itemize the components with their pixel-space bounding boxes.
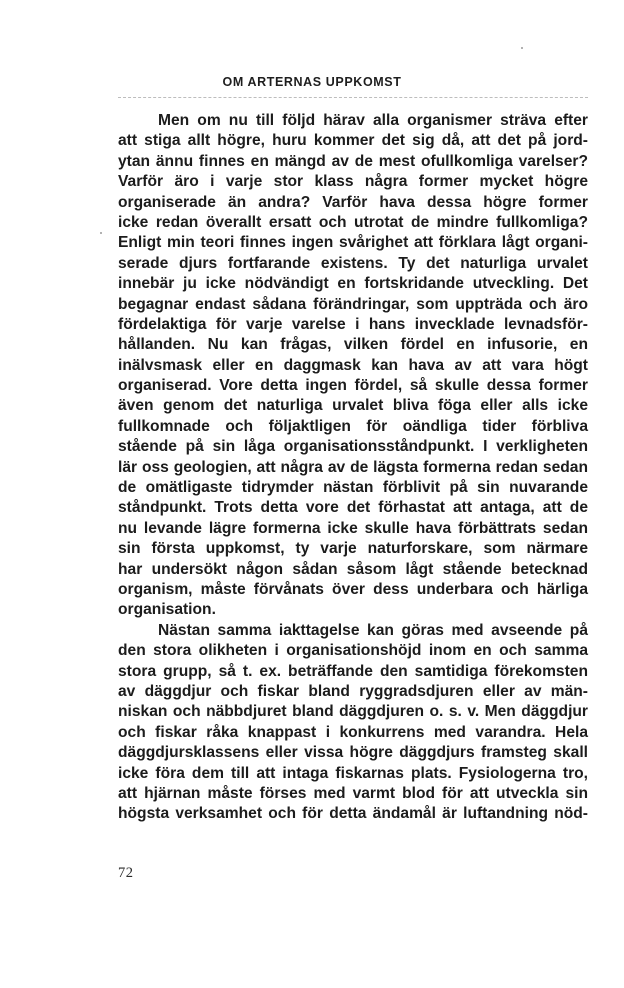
header-rule — [118, 97, 588, 98]
text-line: stora grupp, så t. ex. beträffande den samtidiga förekomsten — [118, 662, 588, 680]
text-line: fördelaktiga för varje varelse i hans invecklade levnadsför- — [118, 315, 588, 333]
text-line: lär oss geologien, att några av de lägsta formerna redan sedan — [118, 458, 588, 476]
text-line: sin första uppkomst, ty varje naturforskare, som närmare — [118, 540, 588, 558]
text-line: niskan och näbbdjuret bland däggdjuren o. s. v. Men däggdjur — [118, 703, 588, 721]
text-line: Enligt min teori finnes ingen svårighet att förklara lågt organi- — [118, 234, 588, 252]
text-line: icke föra dem till att intaga fiskarnas plats. Fysiologerna tro, — [118, 764, 588, 782]
text-line: Men om nu till följd härav alla organismer sträva efter — [158, 112, 588, 129]
text-line: de omätligaste tidrymder nästan förblivit på sin nuvarande — [118, 479, 588, 497]
text-line: stående på sin låga organisationsståndpunkt. I verkligheten — [118, 438, 588, 456]
text-line: av däggdjur och fiskar bland ryggradsdjuren eller av män- — [118, 682, 588, 700]
text-line: fullkomnade och följaktligen för oändliga tider förbliva — [118, 417, 588, 435]
text-line: organism, måste förvånats över dess underbara och härliga — [118, 580, 588, 598]
text-line: organiserade än andra? Varför hava dessa högre former — [118, 193, 588, 211]
text-line: att hjärnan måste förses med varmt blod för att utveckla sin — [118, 784, 588, 802]
text-line: har undersökt någon sådan såsom lågt stående betecknad — [118, 560, 588, 578]
text-line: ståndpunkt. Trots detta vore det förhastat att antaga, att de — [118, 499, 588, 517]
text-line: organisation. — [118, 601, 216, 619]
paper-speck — [521, 47, 523, 49]
text-line: däggdjursklassens eller vissa högre däggdjurs framsteg skall — [118, 744, 588, 762]
text-line: även genom det naturliga urvalet bliva föga eller alls icke — [118, 397, 588, 415]
text-line: att stiga allt högre, huru kommer det sig då, att det på jord- — [118, 132, 588, 150]
text-line: Nästan samma iakttagelse kan göras med avseende på — [158, 621, 588, 639]
text-line: serade djurs fortfarande existens. Ty det naturliga urvalet — [118, 254, 588, 272]
text-line: högsta verksamhet och för detta ändamål är luftandning nöd- — [118, 805, 588, 823]
text-line: hållanden. Nu kan frågas, vilken fördel en infusorie, en — [118, 336, 588, 354]
page-number: 72 — [118, 865, 134, 881]
text-line: innebär ju icke nödvändigt en fortskridande utveckling. Det — [118, 275, 588, 293]
text-line: Varför äro i varje stor klass några former mycket högre — [118, 173, 588, 191]
text-line: nu levande lägre formerna icke skulle hava förbättrats sedan — [118, 519, 588, 537]
paper-speck — [100, 232, 102, 234]
text-line: och fiskar råka knappast i konkurrens med varandra. Hela — [118, 723, 588, 741]
text-line: inälvsmask eller en daggmask kan hava av att vara högt — [118, 356, 588, 374]
text-line: organiserad. Vore detta ingen fördel, så skulle dessa former — [118, 377, 588, 395]
text-line: begagnar endast sådana förändringar, som uppträda och äro — [118, 295, 588, 313]
running-header: OM ARTERNAS UPPKOMST — [222, 75, 402, 89]
text-line: ytan ännu finnes en mängd av de mest ofullkomliga varelser? — [118, 152, 588, 170]
body-text — [118, 111, 588, 825]
text-line: den stora olikheten i organisationshöjd inom en och samma — [118, 642, 588, 660]
text-line: icke redan överallt ersatt och utrotat de mindre fullkomliga? — [118, 213, 588, 231]
